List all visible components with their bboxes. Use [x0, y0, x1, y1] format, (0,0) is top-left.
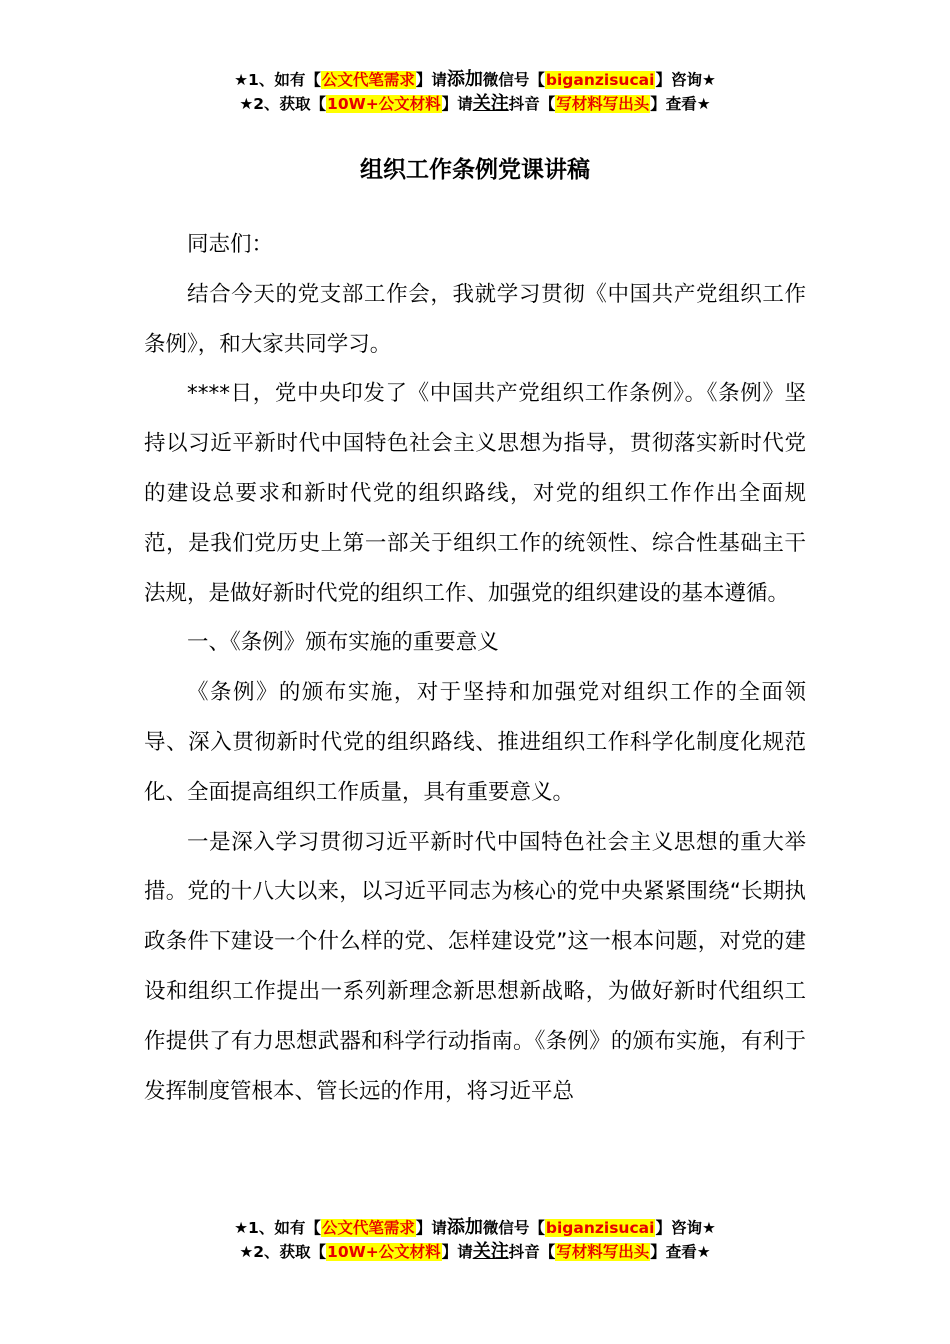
promo-banner-top	[0, 68, 950, 116]
promo-text: 】咨询★	[655, 71, 716, 89]
promo-text: 】请	[415, 71, 447, 89]
promo-text: 】咨询★	[655, 1219, 716, 1237]
promo-text: 】请	[441, 1243, 473, 1261]
promo-text: 微信号【	[482, 71, 545, 89]
promo-text: ★1、如有【	[234, 71, 321, 89]
promo-text: 】查看★	[650, 95, 711, 113]
promo-text: 抖音【	[508, 95, 556, 113]
promo-douyin-id: 写材料写出头	[556, 95, 650, 113]
body-paragraph: 《条例》的颁布实施，对于坚持和加强党对组织工作的全面领导、深入贯彻新时代党的组织路线、推进组织工作科学化制度化规范化、全面提高组织工作质量，具有重要意义。	[144, 680, 806, 805]
promo-emphasis: 关注	[472, 1241, 509, 1262]
promo-highlight: 10W+公文材料	[327, 95, 441, 113]
promo-text: 】请	[415, 1219, 447, 1237]
promo-douyin-id: 写材料写出头	[556, 1243, 650, 1261]
promo-emphasis: 添加	[446, 69, 483, 90]
document-title: 组织工作条例党课讲稿	[360, 157, 590, 183]
body-paragraph: 一是深入学习贯彻习近平新时代中国特色社会主义思想的重大举措。党的十八大以来，以习近平同志为核心的党中央紧紧围绕“长期执政条件下建设一个什么样的党、怎样建设党”这一根本问题，对党的建设和组织工作提出一系列新理念新思想新战略，为做好新时代组织工作提供了有力思想武器和科学行动指南。《条例》的颁布实施，有利于发挥制度管根本、管长远的作用，将习近平总	[144, 829, 806, 1104]
promo-text: ★2、获取【	[239, 1243, 327, 1261]
promo-wechat-id: biganzisucai	[545, 1219, 655, 1237]
promo-text: 抖音【	[508, 1243, 556, 1261]
promo-highlight: 公文代笔需求	[321, 1219, 415, 1237]
body-paragraph: ****日，党中央印发了《中国共产党组织工作条例》。《条例》坚持以习近平新时代中国特色社会主义思想为指导，贯彻落实新时代党的建设总要求和新时代党的组织路线，对党的组织工作作出全面规范，是我们党历史上第一部关于组织工作的统领性、综合性基础主干法规，是做好新时代党的组织工作、加强党的组织建设的基本遵循。	[144, 381, 806, 606]
promo-wechat-id: biganzisucai	[545, 71, 655, 89]
promo-banner-bottom	[0, 1216, 950, 1264]
promo-text: ★1、如有【	[234, 1219, 321, 1237]
promo-text: ★2、获取【	[239, 95, 327, 113]
body-paragraph: 结合今天的党支部工作会，我就学习贯彻《中国共产党组织工作条例》，和大家共同学习。	[144, 281, 806, 357]
promo-line-2	[0, 92, 950, 116]
salutation: 同志们：	[187, 232, 274, 257]
promo-line-1	[0, 1216, 950, 1240]
promo-emphasis: 添加	[446, 1217, 483, 1238]
promo-line-2	[0, 1240, 950, 1264]
document-body	[144, 220, 806, 1116]
promo-text: 】请	[441, 95, 473, 113]
promo-text: 】查看★	[650, 1243, 711, 1261]
promo-line-1	[0, 68, 950, 92]
promo-highlight: 10W+公文材料	[327, 1243, 441, 1261]
promo-highlight: 公文代笔需求	[321, 71, 415, 89]
promo-text: 微信号【	[482, 1219, 545, 1237]
promo-emphasis: 关注	[472, 93, 509, 114]
section-heading: 一、《条例》颁布实施的重要意义	[187, 630, 499, 656]
